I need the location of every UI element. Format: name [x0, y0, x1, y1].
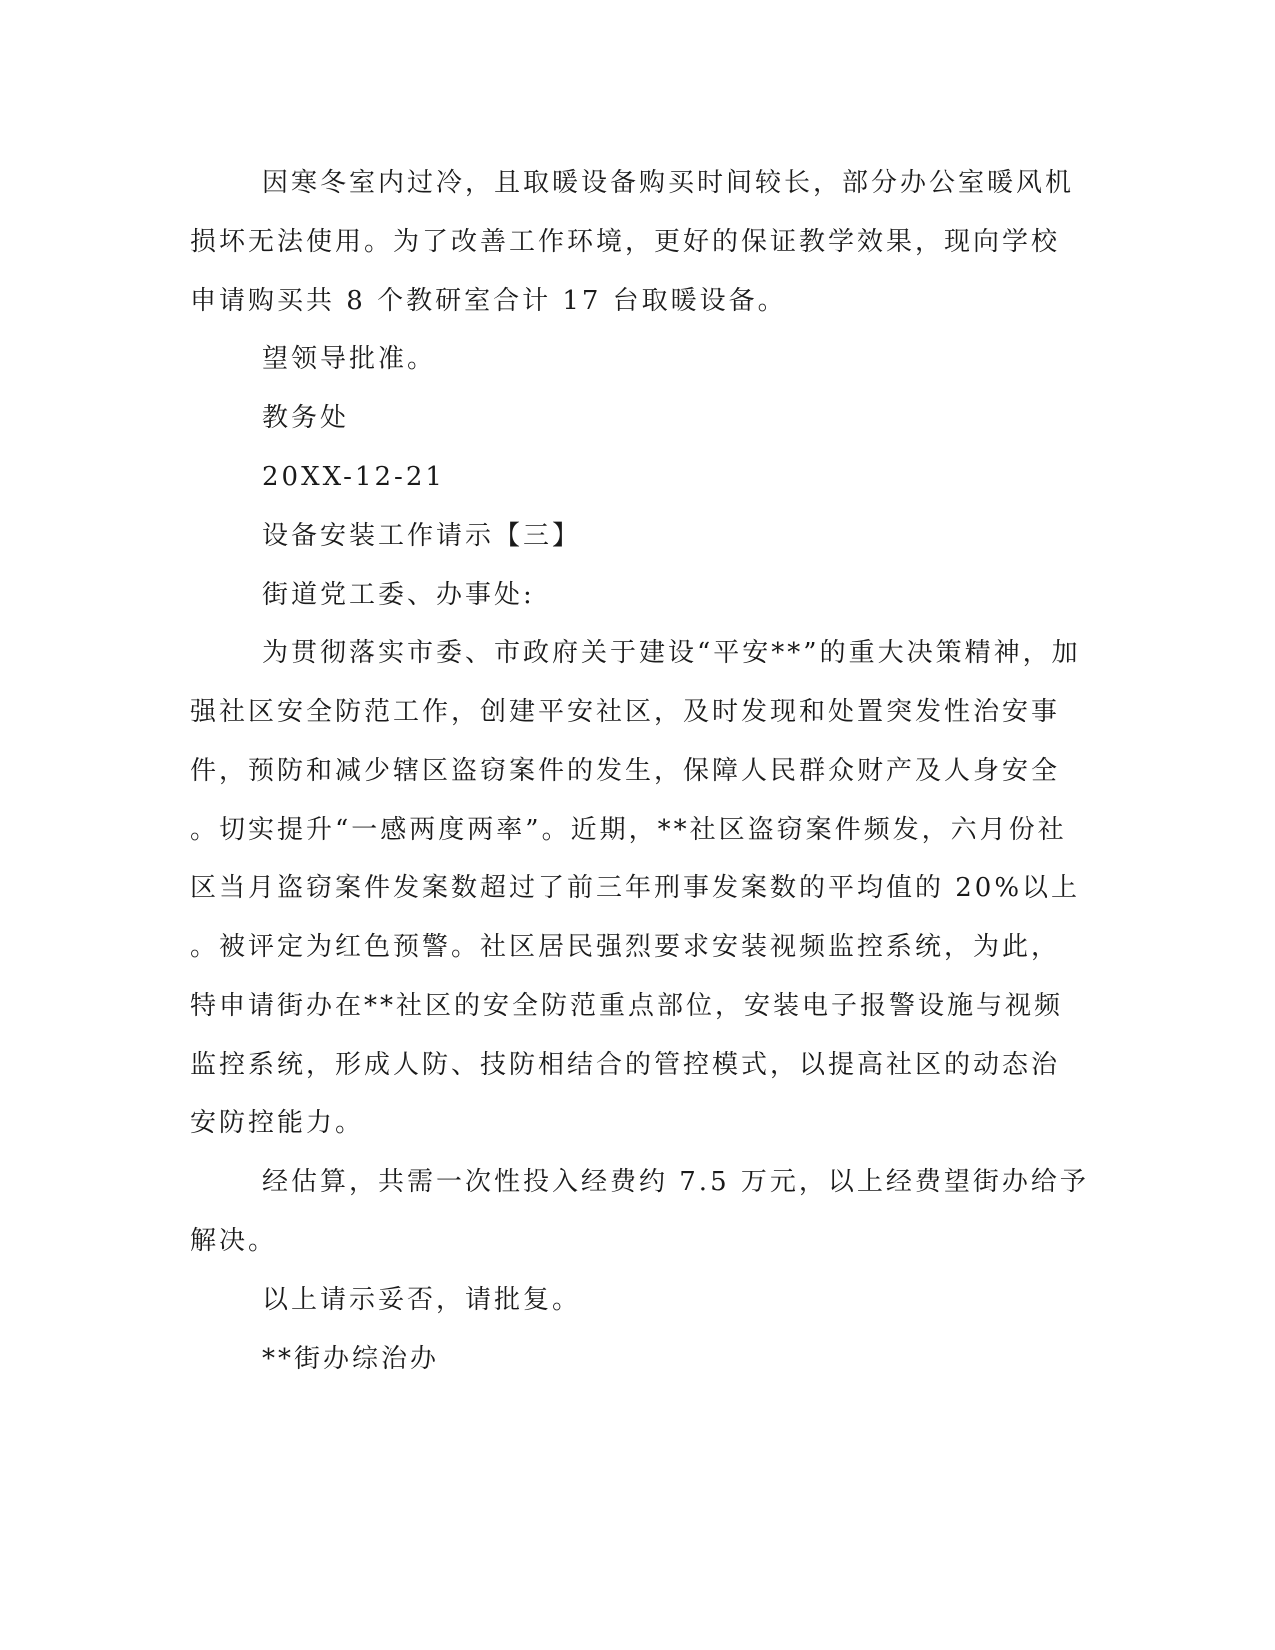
- paragraph-2-line-7: 特申请街办在**社区的安全防范重点部位，安装电子报警设施与视频: [190, 991, 1064, 1021]
- sender-department: 教务处: [262, 403, 350, 433]
- request-approval-line: 望领导批准。: [262, 344, 437, 374]
- paragraph-3-line-2: 解决。: [190, 1226, 278, 1256]
- addressee: 街道党工委、办事处:: [262, 580, 535, 610]
- paragraph-1-line-3: 申请购买共 8 个教研室合计 17 台取暖设备。: [190, 286, 787, 316]
- paragraph-2-line-3: 件，预防和减少辖区盗窃案件的发生，保障人民群众财产及人身安全: [190, 756, 1061, 786]
- closing-request: 以上请示妥否，请批复。: [262, 1285, 582, 1315]
- paragraph-2-line-5: 区当月盗窃案件发案数超过了前三年刑事发案数的平均值的 20%以上: [190, 873, 1081, 903]
- signature-office: **街办综治办: [262, 1344, 440, 1374]
- paragraph-2-line-9: 安防控能力。: [190, 1108, 365, 1138]
- paragraph-2-line-1: 为贯彻落实市委、市政府关于建设“平安**”的重大决策精神，加: [262, 638, 1081, 668]
- paragraph-2-line-8: 监控系统，形成人防、技防相结合的管控模式，以提高社区的动态治: [190, 1050, 1061, 1080]
- document-date: 20XX-12-21: [262, 462, 445, 492]
- section-title: 设备安装工作请示【三】: [262, 521, 582, 551]
- paragraph-1-line-2: 损坏无法使用。为了改善工作环境，更好的保证教学效果，现向学校: [190, 227, 1061, 257]
- paragraph-2-line-4: 。切实提升“一感两度两率”。近期，**社区盗窃案件频发，六月份社: [190, 815, 1067, 845]
- paragraph-2-line-6: 。被评定为红色预警。社区居民强烈要求安装视频监控系统，为此，: [190, 932, 1061, 962]
- paragraph-2-line-2: 强社区安全防范工作，创建平安社区，及时发现和处置突发性治安事: [190, 697, 1061, 727]
- paragraph-1-line-1: 因寒冬室内过冷，且取暖设备购买时间较长，部分办公室暖风机: [262, 168, 1075, 198]
- paragraph-3-line-1: 经估算，共需一次性投入经费约 7.5 万元，以上经费望街办给予: [262, 1167, 1089, 1197]
